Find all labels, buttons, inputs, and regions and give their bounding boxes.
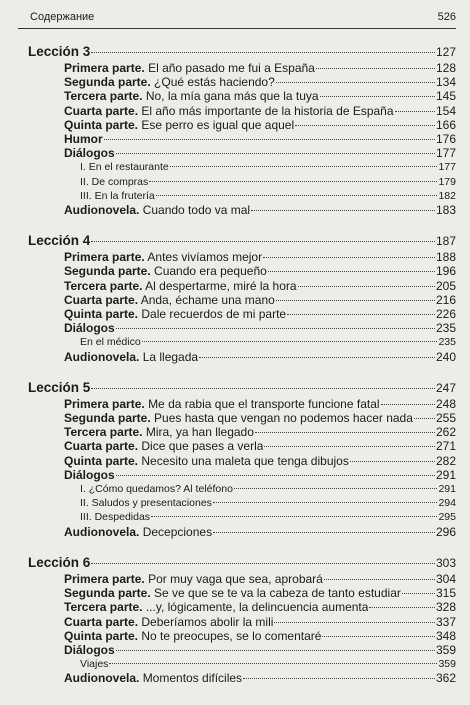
toc-page-number: 294 xyxy=(438,497,456,510)
toc-entry-label: Tercera parte. xyxy=(64,278,143,293)
toc-page-number: 240 xyxy=(435,349,456,364)
toc-dot-leader xyxy=(213,502,438,503)
toc-dot-leader xyxy=(234,488,438,489)
toc-entry-label: Tercera parte. xyxy=(64,89,143,104)
toc-page-number: 304 xyxy=(435,571,456,586)
toc-lesson-title: Lección 5 xyxy=(28,379,91,395)
toc-dot-leader xyxy=(276,300,435,301)
toc-entry-label: Quinta parte. xyxy=(64,628,139,643)
toc-entry xyxy=(18,75,456,89)
toc-entry-text xyxy=(64,321,115,335)
table-of-contents xyxy=(18,43,456,686)
toc-entry-title: II. De compras xyxy=(80,175,149,188)
toc-dot-leader xyxy=(268,271,435,272)
toc-entry-label: Diálogos xyxy=(64,642,115,657)
toc-entry xyxy=(18,264,456,278)
toc-entry xyxy=(18,89,456,103)
toc-dot-leader xyxy=(251,210,435,211)
toc-page-number: 177 xyxy=(438,161,456,174)
toc-entry-text xyxy=(80,496,212,510)
toc-entry-label: Humor xyxy=(64,132,103,147)
toc-entry-label: Quinta parte. xyxy=(64,117,139,132)
toc-entry-text xyxy=(64,293,275,307)
toc-entry-title: I. ¿Cómo quedamos? Al teléfono xyxy=(80,483,233,496)
toc-entry-label: Audionovela. xyxy=(64,203,140,218)
toc-entry-title: No te preocupes, se lo comentaré xyxy=(141,628,322,643)
toc-entry-title: Deberíamos abolir la mili xyxy=(141,614,274,629)
toc-page-number: 359 xyxy=(435,642,456,657)
toc-entry xyxy=(18,425,456,439)
toc-page-number: 348 xyxy=(435,628,456,643)
toc-entry-title: Dice que pases a verla xyxy=(141,439,264,454)
toc-entry-title: Cuando todo va mal xyxy=(142,203,251,218)
toc-dot-leader xyxy=(264,446,435,447)
toc-entry-title: La llegada xyxy=(142,349,199,364)
toc-entry-label: Primera parte. xyxy=(64,61,145,75)
toc-entry xyxy=(18,175,456,189)
toc-entry xyxy=(18,307,456,321)
toc-lesson-heading xyxy=(18,379,456,397)
toc-dot-leader xyxy=(324,579,435,580)
toc-page-number: 127 xyxy=(435,45,456,59)
toc-entry xyxy=(18,189,456,203)
toc-entry xyxy=(18,586,456,600)
toc-dot-leader xyxy=(414,418,435,419)
toc-page-number: 296 xyxy=(435,524,456,539)
toc-entry xyxy=(18,146,456,160)
toc-dot-leader xyxy=(274,622,435,623)
toc-lesson-heading xyxy=(18,554,456,572)
toc-entry-label: Quinta parte. xyxy=(64,453,139,468)
toc-entry-text xyxy=(64,525,212,539)
toc-page-number: 128 xyxy=(435,61,456,75)
toc-dot-leader xyxy=(255,432,435,433)
toc-entry-title: Necesito una maleta que tenga dibujos xyxy=(141,453,349,468)
toc-page-number: 328 xyxy=(435,600,456,615)
toc-entry xyxy=(18,615,456,629)
toc-dot-leader xyxy=(295,125,435,126)
toc-entry-text xyxy=(80,160,169,174)
toc-entry xyxy=(18,411,456,425)
toc-lesson-title: Lección 4 xyxy=(28,233,91,249)
toc-page-number: 205 xyxy=(435,278,456,293)
toc-entry-text xyxy=(64,203,250,217)
toc-lesson xyxy=(18,43,456,217)
toc-dot-leader xyxy=(91,52,435,53)
toc-entry-label: Audionovela. xyxy=(64,671,140,686)
toc-entry xyxy=(18,61,456,75)
toc-entry-label: Segunda parte. xyxy=(64,75,151,90)
toc-entry-text xyxy=(64,89,319,103)
toc-entry xyxy=(18,482,456,496)
toc-entry-text xyxy=(64,264,267,278)
toc-dot-leader xyxy=(316,68,435,69)
toc-lesson-title: Lección 3 xyxy=(28,44,91,59)
toc-entry-text xyxy=(64,425,254,439)
toc-page-number: 182 xyxy=(438,189,456,202)
toc-entry-title: Se ve que se te va la cabeza de tanto estudiar xyxy=(154,586,401,601)
toc-entry-label: Primera parte. xyxy=(64,396,145,411)
toc-dot-leader xyxy=(243,678,435,679)
toc-entry-text xyxy=(64,307,286,321)
toc-page-number: 196 xyxy=(435,264,456,279)
toc-page-number: 337 xyxy=(435,614,456,629)
toc-page-number: 134 xyxy=(435,75,456,90)
toc-entry-text xyxy=(64,279,297,293)
toc-dot-leader xyxy=(91,241,435,242)
toc-lesson xyxy=(18,554,456,686)
toc-entry xyxy=(18,293,456,307)
toc-entry-label: Tercera parte. xyxy=(64,425,143,440)
toc-entry-text xyxy=(64,397,380,411)
toc-page-number: 295 xyxy=(438,511,456,524)
toc-entry-title: Por muy vaga que sea, aprobará xyxy=(148,571,323,586)
toc-page-number: 359 xyxy=(438,658,456,671)
toc-entry-text xyxy=(64,146,115,160)
toc-dot-leader xyxy=(320,96,435,97)
toc-entry xyxy=(18,439,456,453)
toc-entry xyxy=(18,160,456,174)
toc-entry-text xyxy=(80,657,108,671)
toc-page-number: 183 xyxy=(435,203,456,218)
toc-entry-title: III. En la frutería xyxy=(80,189,155,202)
toc-page-number: 303 xyxy=(435,555,456,570)
toc-entry xyxy=(18,104,456,118)
toc-entry-title: Ese perro es igual que aquel xyxy=(141,117,295,132)
toc-page-number: 166 xyxy=(435,117,456,132)
toc-entry-label: Audionovela. xyxy=(64,349,140,364)
toc-entry-text xyxy=(64,643,115,657)
toc-entry-title: Anda, échame una mano xyxy=(140,292,275,307)
book-page xyxy=(0,6,470,705)
toc-entry-text xyxy=(64,439,263,453)
toc-entry xyxy=(18,118,456,132)
toc-page-number: 271 xyxy=(435,439,456,454)
toc-page-number: 291 xyxy=(435,467,456,482)
toc-entry xyxy=(18,600,456,614)
toc-dot-leader xyxy=(109,663,437,664)
toc-entry xyxy=(18,335,456,349)
toc-entry-label: Primera parte. xyxy=(64,250,145,265)
toc-lesson-heading xyxy=(18,43,456,61)
toc-dot-leader xyxy=(142,341,438,342)
toc-entry xyxy=(18,321,456,335)
toc-page-number: 262 xyxy=(435,425,456,440)
toc-page-number: 145 xyxy=(435,89,456,104)
toc-dot-leader xyxy=(369,607,435,608)
toc-entry-title: Me da rabia que el transporte funcione fatal xyxy=(148,396,380,411)
toc-entry-title: No, la mía gana más que la tuya xyxy=(145,89,319,104)
toc-dot-leader xyxy=(287,314,435,315)
toc-dot-leader xyxy=(91,388,435,389)
toc-dot-leader xyxy=(170,166,438,167)
toc-dot-leader xyxy=(322,636,435,637)
toc-entry-text xyxy=(64,454,349,468)
toc-dot-leader xyxy=(156,195,438,196)
toc-entry-label: Diálogos xyxy=(64,321,115,336)
toc-dot-leader xyxy=(116,153,435,154)
toc-entry-text xyxy=(64,250,262,264)
toc-entry-text xyxy=(64,629,321,643)
toc-entry xyxy=(18,525,456,539)
toc-entry-title: Dale recuerdos de mi parte xyxy=(141,307,287,322)
toc-page-number: 247 xyxy=(435,380,456,395)
toc-entry-label: Cuarta parte. xyxy=(64,103,139,118)
toc-page-number: 255 xyxy=(435,411,456,426)
toc-entry xyxy=(18,454,456,468)
toc-page-number: 154 xyxy=(435,103,456,118)
toc-entry-label: Cuarta parte. xyxy=(64,439,139,454)
toc-dot-leader xyxy=(395,111,435,112)
toc-dot-leader xyxy=(151,516,437,517)
toc-dot-leader xyxy=(199,357,435,358)
toc-lesson xyxy=(18,232,456,364)
toc-entry-label: Primera parte. xyxy=(64,571,145,586)
toc-entry-label: Diálogos xyxy=(64,467,115,482)
toc-entry-title: Al despertarme, miré la hora xyxy=(145,278,297,293)
toc-page-number: 177 xyxy=(435,146,456,161)
toc-page-number: 248 xyxy=(435,396,456,411)
toc-entry-title: I. En el restaurante xyxy=(80,161,169,174)
toc-entry-title: ...y, lógicamente, la delincuencia aumenta xyxy=(145,600,369,615)
toc-entry-title: ¿Qué estás haciendo? xyxy=(154,75,275,90)
running-header-page-number: 526 xyxy=(437,11,456,23)
toc-entry-label: Audionovela. xyxy=(64,524,140,539)
toc-dot-leader xyxy=(213,532,435,533)
toc-entry-title: El año más importante de la historia de España xyxy=(141,103,394,118)
toc-lesson xyxy=(18,379,456,539)
toc-dot-leader xyxy=(104,139,435,140)
toc-dot-leader xyxy=(91,563,435,564)
toc-dot-leader xyxy=(350,461,435,462)
toc-entry xyxy=(18,350,456,364)
toc-entry-title: Viajes xyxy=(80,658,109,671)
toc-entry-text xyxy=(64,75,275,89)
toc-entry xyxy=(18,510,456,524)
toc-page-number: 235 xyxy=(438,336,456,349)
running-header xyxy=(18,6,456,29)
toc-entry-title: Momentos difíciles xyxy=(142,671,243,686)
toc-dot-leader xyxy=(298,286,435,287)
toc-page-number: 176 xyxy=(435,132,456,147)
toc-entry xyxy=(18,279,456,293)
toc-page-number: 291 xyxy=(438,483,456,496)
toc-entry xyxy=(18,203,456,217)
toc-page-number: 188 xyxy=(435,250,456,265)
toc-entry-label: Segunda parte. xyxy=(64,411,151,426)
toc-lesson-heading xyxy=(18,232,456,250)
toc-entry xyxy=(18,671,456,685)
toc-dot-leader xyxy=(116,328,435,329)
toc-entry xyxy=(18,468,456,482)
toc-entry-text xyxy=(80,482,233,496)
toc-entry-title: III. Despedidas xyxy=(80,511,151,524)
toc-entry-text xyxy=(64,118,294,132)
toc-entry-label: Segunda parte. xyxy=(64,264,151,279)
running-header-title: Содержание xyxy=(30,11,95,23)
toc-entry-title: II. Saludos y presentaciones xyxy=(80,497,212,510)
toc-dot-leader xyxy=(402,593,435,594)
toc-dot-leader xyxy=(381,404,435,405)
toc-entry-text xyxy=(64,671,242,685)
toc-page-number: 226 xyxy=(435,307,456,322)
toc-dot-leader xyxy=(276,82,435,83)
toc-entry-label: Cuarta parte. xyxy=(64,292,139,307)
toc-entry xyxy=(18,629,456,643)
toc-entry-label: Diálogos xyxy=(64,146,115,161)
toc-entry-label: Tercera parte. xyxy=(64,600,143,615)
toc-entry-text xyxy=(80,510,150,524)
toc-entry-text xyxy=(80,175,148,189)
toc-entry-title: Decepciones xyxy=(142,524,213,539)
toc-entry-text xyxy=(80,335,141,349)
toc-entry-label: Quinta parte. xyxy=(64,307,139,322)
toc-entry-title: En el médico xyxy=(80,336,141,349)
toc-entry-text xyxy=(64,350,198,364)
toc-entry-text xyxy=(64,600,368,614)
toc-entry-text xyxy=(64,411,413,425)
toc-entry xyxy=(18,496,456,510)
toc-entry xyxy=(18,643,456,657)
toc-page-number: 282 xyxy=(435,453,456,468)
toc-page-number: 216 xyxy=(435,292,456,307)
toc-page-number: 362 xyxy=(435,671,456,686)
toc-dot-leader xyxy=(116,650,435,651)
toc-entry-title: Pues hasta que vengan no podemos hacer nada xyxy=(154,411,413,426)
toc-dot-leader xyxy=(116,475,435,476)
toc-entry-title: Mira, ya han llegado xyxy=(145,425,254,440)
toc-entry xyxy=(18,132,456,146)
toc-entry-text xyxy=(64,615,273,629)
toc-entry xyxy=(18,657,456,671)
toc-entry-title: El año pasado me fui a España xyxy=(148,61,315,75)
toc-entry-title: Cuando era pequeño xyxy=(154,264,267,279)
toc-page-number: 187 xyxy=(435,234,456,249)
toc-entry xyxy=(18,572,456,586)
toc-page-number: 179 xyxy=(438,175,456,188)
toc-entry-label: Cuarta parte. xyxy=(64,614,139,629)
toc-entry-text xyxy=(80,189,155,203)
toc-entry-text xyxy=(64,586,401,600)
toc-entry-text xyxy=(64,132,103,146)
toc-entry-text xyxy=(64,468,115,482)
toc-page-number: 235 xyxy=(435,321,456,336)
toc-entry-text xyxy=(64,61,315,75)
toc-entry-title: Antes vivíamos mejor xyxy=(147,250,263,265)
toc-entry xyxy=(18,250,456,264)
toc-entry-text xyxy=(64,572,323,586)
toc-dot-leader xyxy=(149,181,437,182)
toc-entry-label: Segunda parte. xyxy=(64,586,151,601)
toc-page-number: 315 xyxy=(435,586,456,601)
toc-entry xyxy=(18,397,456,411)
toc-dot-leader xyxy=(263,257,435,258)
toc-entry-text xyxy=(64,104,394,118)
toc-lesson-title: Lección 6 xyxy=(28,554,91,570)
